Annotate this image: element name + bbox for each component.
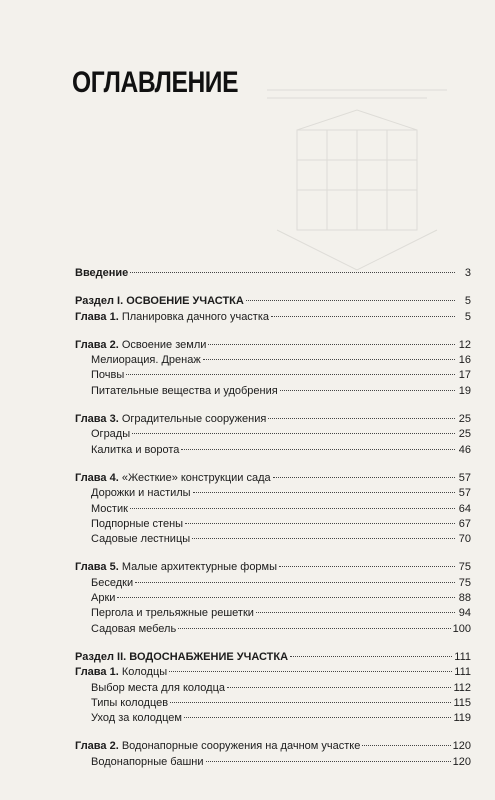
toc-entry-title: Почвы [91,369,125,382]
dot-leader [256,612,455,613]
dot-leader [206,761,451,762]
toc-entry-text [75,443,179,458]
page-number: 64 [458,502,471,515]
dot-leader [181,449,455,450]
toc-subentry[interactable] [75,591,471,606]
toc-subentry[interactable] [75,517,471,532]
dot-leader [184,717,452,718]
toc-subentry[interactable] [75,532,471,547]
page-number: 67 [458,517,471,530]
toc-entry-label: Глава 2. [75,338,119,351]
page-number: 46 [458,443,471,456]
toc-entry-title: Планировка дачного участка [121,310,270,323]
toc-entry-text [75,622,176,637]
toc-entry-title: Оградительные сооружения [121,413,267,426]
toc-subentry[interactable] [75,711,471,726]
toc-entry-label: Глава 3. [75,413,119,426]
toc-spacer [75,637,471,650]
toc-entry-text [75,665,167,680]
page-number: 17 [458,369,471,382]
table-of-contents [75,266,471,770]
page-number: 111 [454,666,471,679]
toc-entry-title: Мостик [91,502,128,515]
toc-subentry[interactable] [75,755,471,770]
dot-leader [268,418,455,419]
toc-entry-text [75,310,269,325]
dot-leader [271,316,455,317]
toc-subentry[interactable] [75,486,471,501]
toc-entry-title: Садовая мебель [91,622,177,635]
toc-entry-title: ВОДОСНАБЖЕНИЕ УЧАСТКА [129,650,289,663]
toc-entry-label: Глава 1. [75,666,119,679]
dot-leader [130,508,455,509]
toc-entry-text [75,486,191,501]
page-number: 75 [458,576,471,589]
toc-entry-text [75,353,201,368]
page-number: 112 [453,681,471,694]
toc-entry-title: Малые архитектурные формы [121,561,278,574]
page-number: 120 [452,755,471,768]
toc-entry-text [75,368,124,383]
toc-entry-title: Пергола и трельяжные решетки [91,607,254,620]
page-number: 100 [452,622,471,635]
toc-entry-label: Глава 4. [75,471,119,484]
toc-subentry[interactable] [75,368,471,383]
page-number: 75 [458,561,471,574]
toc-entry[interactable] [75,294,471,309]
page-number: 5 [464,310,471,323]
page-number: 12 [458,338,471,351]
page-number: 115 [453,696,471,709]
toc-subentry[interactable] [75,681,471,696]
toc-entry[interactable] [75,338,471,353]
page-number: 70 [458,533,471,546]
toc-spacer [75,399,471,412]
dot-leader [185,523,455,524]
dot-leader [193,492,455,493]
toc-subentry[interactable] [75,576,471,591]
toc-entry-title: Освоение земли [121,338,207,351]
dot-leader [126,374,455,375]
dot-leader [178,628,450,629]
page-number: 119 [453,712,471,725]
toc-entry-text [75,711,182,726]
toc-subentry[interactable] [75,427,471,442]
toc-entry-title: Типы колодцев [91,696,169,709]
toc-entry-title: Выбор места для колодца [91,681,226,694]
dot-leader [227,687,451,688]
page-number: 111 [454,650,471,663]
page-number: 16 [458,354,471,367]
dot-leader [203,359,455,360]
toc-entry-label: Раздел I. [75,295,124,308]
toc-entry-label: Глава 5. [75,561,119,574]
toc-spacer [75,547,471,560]
page-number: 19 [458,384,471,397]
toc-entry-text [75,266,128,281]
toc-entry-title: Беседки [91,576,134,589]
toc-entry-label: Глава 1. [75,310,119,323]
show-through-illustration [257,70,457,280]
toc-entry[interactable] [75,266,471,281]
toc-entry[interactable] [75,650,471,665]
dot-leader [273,477,455,478]
dot-leader [279,566,455,567]
page-number: 57 [458,487,471,500]
toc-entry-text [75,755,204,770]
toc-entry-title: Водонапорные башни [91,755,204,768]
toc-entry[interactable] [75,739,471,754]
toc-entry-title: Колодцы [121,666,168,679]
page-number: 94 [458,607,471,620]
toc-subentry[interactable] [75,696,471,711]
toc-entry-label: Раздел II. [75,650,127,663]
toc-entry-title: «Жесткие» конструкции сада [121,471,271,484]
toc-spacer [75,281,471,294]
dot-leader [208,344,455,345]
dot-leader [117,597,455,598]
toc-entry-text [75,532,190,547]
toc-entry-text [75,294,244,309]
toc-entry-title: ОСВОЕНИЕ УЧАСТКА [126,295,244,308]
toc-entry-text [75,384,278,399]
toc-entry[interactable] [75,560,471,575]
toc-entry-text [75,427,130,442]
toc-entry-text [75,681,225,696]
toc-entry-title: Питательные вещества и удобрения [91,384,278,397]
toc-entry-text [75,696,168,711]
toc-entry-title: Садовые лестницы [91,533,191,546]
toc-spacer [75,458,471,471]
toc-entry-title: Калитка и ворота [91,443,180,456]
toc-entry[interactable] [75,412,471,427]
dot-leader [130,272,455,273]
toc-entry-title: Арки [91,592,116,605]
toc-entry[interactable] [75,310,471,325]
toc-subentry[interactable] [75,443,471,458]
dot-leader [135,582,455,583]
page-number: 5 [464,295,471,308]
toc-entry-text [75,576,133,591]
toc-entry-text [75,517,183,532]
toc-entry-text [75,338,206,353]
dot-leader [132,433,455,434]
toc-entry-title: Дорожки и настилы [91,487,191,500]
toc-entry-title: Мелиорация. Дренаж [91,354,201,367]
toc-entry[interactable] [75,665,471,680]
dot-leader [192,538,455,539]
toc-entry-text [75,412,266,427]
toc-entry-label: Глава 2. [75,740,119,753]
toc-subentry[interactable] [75,353,471,368]
dot-leader [290,656,452,657]
toc-subentry[interactable] [75,502,471,517]
page-number: 3 [464,267,471,279]
dot-leader [362,745,450,746]
toc-entry-text [75,471,271,486]
toc-entry[interactable] [75,471,471,486]
toc-entry-text [75,650,288,665]
page-title: ОГЛАВЛЕНИЕ [72,66,239,99]
page-number: 88 [458,592,471,605]
toc-entry-title: Введение [75,267,129,279]
page-number: 25 [458,413,471,426]
toc-entry-title: Ограды [91,428,131,441]
dot-leader [169,671,452,672]
toc-subentry[interactable] [75,622,471,637]
dot-leader [170,702,451,703]
toc-entry-title: Водонапорные сооружения на дачном участке [121,740,361,753]
toc-entry-text [75,739,360,754]
toc-entry-text [75,502,128,517]
toc-entry-text [75,606,254,621]
page-number: 25 [458,428,471,441]
toc-entry-text [75,560,277,575]
toc-entry-title: Уход за колодцем [91,712,182,725]
toc-entry-text [75,591,115,606]
toc-spacer [75,325,471,338]
toc-entry-title: Подпорные стены [91,517,184,530]
toc-subentry[interactable] [75,606,471,621]
page-number: 57 [458,471,471,484]
toc-spacer [75,726,471,739]
dot-leader [280,390,455,391]
dot-leader [246,300,455,301]
toc-subentry[interactable] [75,384,471,399]
page-number: 120 [452,740,471,753]
